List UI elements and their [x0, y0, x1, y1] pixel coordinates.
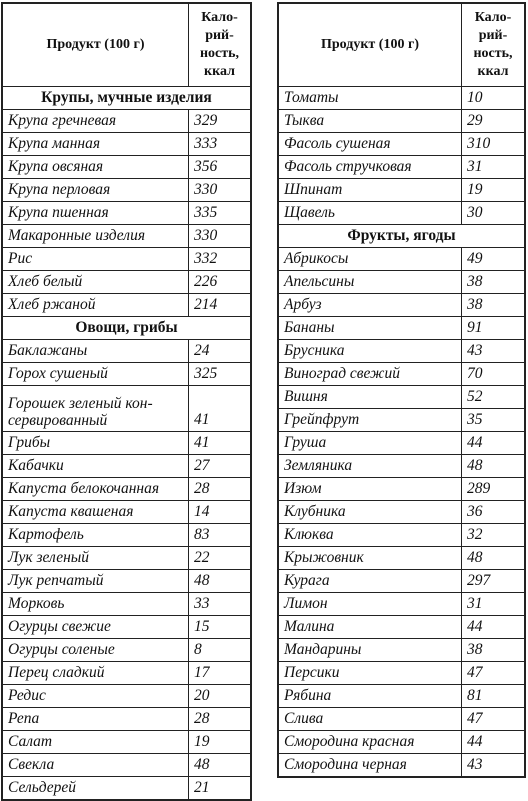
table-row — [279, 248, 525, 271]
product-name: Смородина красная — [279, 731, 462, 754]
table-row — [3, 754, 251, 777]
product-name: Салат — [3, 731, 189, 754]
calories-header-line: ность, — [199, 46, 240, 61]
calorie-value: 226 — [189, 271, 251, 294]
calorie-table-left — [1, 2, 252, 801]
table-row — [3, 777, 251, 800]
table-row — [3, 593, 251, 616]
product-name: Тыква — [279, 110, 462, 133]
product-name: Крупа перловая — [3, 179, 189, 202]
table-row — [279, 478, 525, 501]
product-name: Огурцы соленые — [3, 639, 189, 662]
product-name: Смородина черная — [279, 754, 462, 777]
table-row — [3, 639, 251, 662]
product-name: Макаронные изделия — [3, 225, 189, 248]
product-name: Фасоль стручковая — [279, 156, 462, 179]
product-name: Грибы — [3, 432, 189, 455]
table-row — [279, 570, 525, 593]
calorie-value: 27 — [189, 455, 251, 478]
calorie-value: 48 — [189, 754, 251, 777]
table-row — [3, 202, 251, 225]
section-header-row — [3, 87, 251, 110]
table-row — [3, 455, 251, 478]
calories-header-line: ккал — [477, 64, 509, 79]
calorie-value: 47 — [462, 708, 525, 731]
product-name: Крупа овсяная — [3, 156, 189, 179]
product-name: Фасоль сушеная — [279, 133, 462, 156]
table-row — [3, 731, 251, 754]
calorie-value: 47 — [462, 662, 525, 685]
table-row — [279, 731, 525, 754]
product-name: Морковь — [3, 593, 189, 616]
calorie-value: 36 — [462, 501, 525, 524]
product-name: Клубника — [279, 501, 462, 524]
product-name: Изюм — [279, 478, 462, 501]
product-name: Апельсины — [279, 271, 462, 294]
product-name: Грейпфрут — [279, 409, 462, 432]
table-row — [279, 409, 525, 432]
table-row — [279, 179, 525, 202]
calorie-value: 49 — [462, 248, 525, 271]
calories-header-line: ккал — [204, 64, 235, 79]
calorie-value: 48 — [462, 547, 525, 570]
table-row — [279, 294, 525, 317]
product-name: Лук зеленый — [3, 547, 189, 570]
product-name: Шпинат — [279, 179, 462, 202]
calorie-value: 43 — [462, 340, 525, 363]
calorie-value: 17 — [189, 662, 251, 685]
calorie-value: 32 — [462, 524, 525, 547]
calorie-value: 44 — [462, 616, 525, 639]
product-name: Щавель — [279, 202, 462, 225]
product-name: Брусника — [279, 340, 462, 363]
product-name: Крупа манная — [3, 133, 189, 156]
calorie-value: 297 — [462, 570, 525, 593]
product-name: Кабачки — [3, 455, 189, 478]
product-name: Абрикосы — [279, 248, 462, 271]
table-row — [279, 317, 525, 340]
calorie-value: 38 — [462, 639, 525, 662]
calorie-value: 333 — [189, 133, 251, 156]
product-name: Капуста белокочанная — [3, 478, 189, 501]
calorie-value: 31 — [462, 156, 525, 179]
calorie-value: 28 — [189, 708, 251, 731]
table-row — [3, 363, 251, 386]
calorie-value: 14 — [189, 501, 251, 524]
product-name: Виноград свежий — [279, 363, 462, 386]
product-name: Крыжовник — [279, 547, 462, 570]
table-row — [279, 501, 525, 524]
table-row — [3, 110, 251, 133]
calories-header-line: рий- — [205, 28, 234, 43]
section-title: Крупы, мучные изделия — [3, 87, 251, 110]
product-name: Редис — [3, 685, 189, 708]
table-row — [279, 340, 525, 363]
table-row — [3, 386, 251, 432]
calorie-value: 332 — [189, 248, 251, 271]
table-row — [279, 386, 525, 409]
product-column-header: Продукт (100 г) — [279, 4, 462, 87]
product-name: Горох сушеный — [3, 363, 189, 386]
product-name: Курага — [279, 570, 462, 593]
product-name: Земляника — [279, 455, 462, 478]
calorie-value: 31 — [462, 593, 525, 616]
calorie-value: 19 — [462, 179, 525, 202]
calorie-value: 70 — [462, 363, 525, 386]
table-row — [279, 202, 525, 225]
table-row — [279, 593, 525, 616]
calorie-value: 38 — [462, 271, 525, 294]
calorie-value: 44 — [462, 731, 525, 754]
calories-header-line: Кало- — [201, 10, 238, 25]
calorie-value: 35 — [462, 409, 525, 432]
table-row — [3, 708, 251, 731]
calorie-table-right — [277, 2, 526, 778]
product-name: Арбуз — [279, 294, 462, 317]
product-name: Малина — [279, 616, 462, 639]
product-name: Сельдерей — [3, 777, 189, 800]
calorie-value: 33 — [189, 593, 251, 616]
product-name: Персики — [279, 662, 462, 685]
table-row — [3, 225, 251, 248]
table-row — [279, 754, 525, 777]
product-name: Рис — [3, 248, 189, 271]
product-name: Крупа пшенная — [3, 202, 189, 225]
table-row — [279, 455, 525, 478]
section-header-row — [279, 225, 525, 248]
calorie-value: 43 — [462, 754, 525, 777]
table-row — [3, 616, 251, 639]
product-name: Томаты — [279, 87, 462, 110]
section-header-row — [3, 317, 251, 340]
calorie-value: 41 — [189, 432, 251, 455]
calorie-value: 44 — [462, 432, 525, 455]
calorie-value: 325 — [189, 363, 251, 386]
calories-column-header — [462, 4, 525, 87]
calorie-value: 24 — [189, 340, 251, 363]
table-row — [3, 524, 251, 547]
header-row — [3, 4, 251, 87]
calorie-value: 15 — [189, 616, 251, 639]
header-row — [279, 4, 525, 87]
table-row — [3, 271, 251, 294]
product-name: Капуста квашеная — [3, 501, 189, 524]
calorie-value: 8 — [189, 639, 251, 662]
table-row — [3, 432, 251, 455]
calorie-value: 21 — [189, 777, 251, 800]
table-row — [3, 294, 251, 317]
table-row — [279, 639, 525, 662]
product-name: Репа — [3, 708, 189, 731]
calorie-value: 81 — [462, 685, 525, 708]
calorie-value: 20 — [189, 685, 251, 708]
product-name: Лук репчатый — [3, 570, 189, 593]
product-name: Перец сладкий — [3, 662, 189, 685]
calorie-value: 356 — [189, 156, 251, 179]
calorie-value: 48 — [462, 455, 525, 478]
table-row — [279, 156, 525, 179]
calorie-value: 28 — [189, 478, 251, 501]
table-row — [3, 478, 251, 501]
table-row — [279, 662, 525, 685]
table-row — [279, 363, 525, 386]
product-name: Слива — [279, 708, 462, 731]
calories-header-line: Кало- — [474, 10, 512, 25]
product-name: Груша — [279, 432, 462, 455]
table-row — [279, 110, 525, 133]
product-name: Хлеб ржаной — [3, 294, 189, 317]
product-name: Вишня — [279, 386, 462, 409]
table-row — [3, 340, 251, 363]
calories-header-line: рий- — [478, 28, 508, 43]
product-name: Бананы — [279, 317, 462, 340]
table-row — [3, 248, 251, 271]
product-name: Хлеб белый — [3, 271, 189, 294]
table-row — [279, 616, 525, 639]
section-title: Фрукты, ягоды — [279, 225, 525, 248]
calorie-value: 41 — [189, 386, 251, 432]
calorie-value: 22 — [189, 547, 251, 570]
calorie-value: 83 — [189, 524, 251, 547]
product-name: Крупа гречневая — [3, 110, 189, 133]
table-row — [3, 685, 251, 708]
section-title: Овощи, грибы — [3, 317, 251, 340]
product-name: Баклажаны — [3, 340, 189, 363]
table-row — [279, 432, 525, 455]
table-row — [3, 570, 251, 593]
calorie-value: 48 — [189, 570, 251, 593]
product-name: Горошек зеленый кон-сервированный — [3, 386, 189, 432]
product-name: Картофель — [3, 524, 189, 547]
table-row — [3, 133, 251, 156]
table-row — [279, 271, 525, 294]
product-name: Рябина — [279, 685, 462, 708]
calorie-value: 30 — [462, 202, 525, 225]
table-row — [3, 547, 251, 570]
calorie-value: 38 — [462, 294, 525, 317]
table-row — [279, 708, 525, 731]
calorie-value: 91 — [462, 317, 525, 340]
table-row — [279, 87, 525, 110]
calorie-value: 310 — [462, 133, 525, 156]
product-name: Свекла — [3, 754, 189, 777]
product-name: Клюква — [279, 524, 462, 547]
product-name: Огурцы свежие — [3, 616, 189, 639]
calorie-value: 19 — [189, 731, 251, 754]
table-row — [279, 524, 525, 547]
calorie-value: 330 — [189, 179, 251, 202]
product-column-header: Продукт (100 г) — [3, 4, 189, 87]
calories-column-header — [189, 4, 251, 87]
calorie-value: 29 — [462, 110, 525, 133]
calorie-value: 214 — [189, 294, 251, 317]
table-row — [279, 547, 525, 570]
table-row — [3, 501, 251, 524]
table-row — [3, 156, 251, 179]
table-row — [279, 685, 525, 708]
table-row — [3, 662, 251, 685]
calorie-value: 335 — [189, 202, 251, 225]
calorie-value: 329 — [189, 110, 251, 133]
product-name: Мандарины — [279, 639, 462, 662]
calorie-value: 52 — [462, 386, 525, 409]
calorie-value: 330 — [189, 225, 251, 248]
calories-header-line: ность, — [473, 46, 513, 61]
calorie-value: 289 — [462, 478, 525, 501]
table-row — [279, 133, 525, 156]
product-name: Лимон — [279, 593, 462, 616]
table-row — [3, 179, 251, 202]
calorie-value: 10 — [462, 87, 525, 110]
